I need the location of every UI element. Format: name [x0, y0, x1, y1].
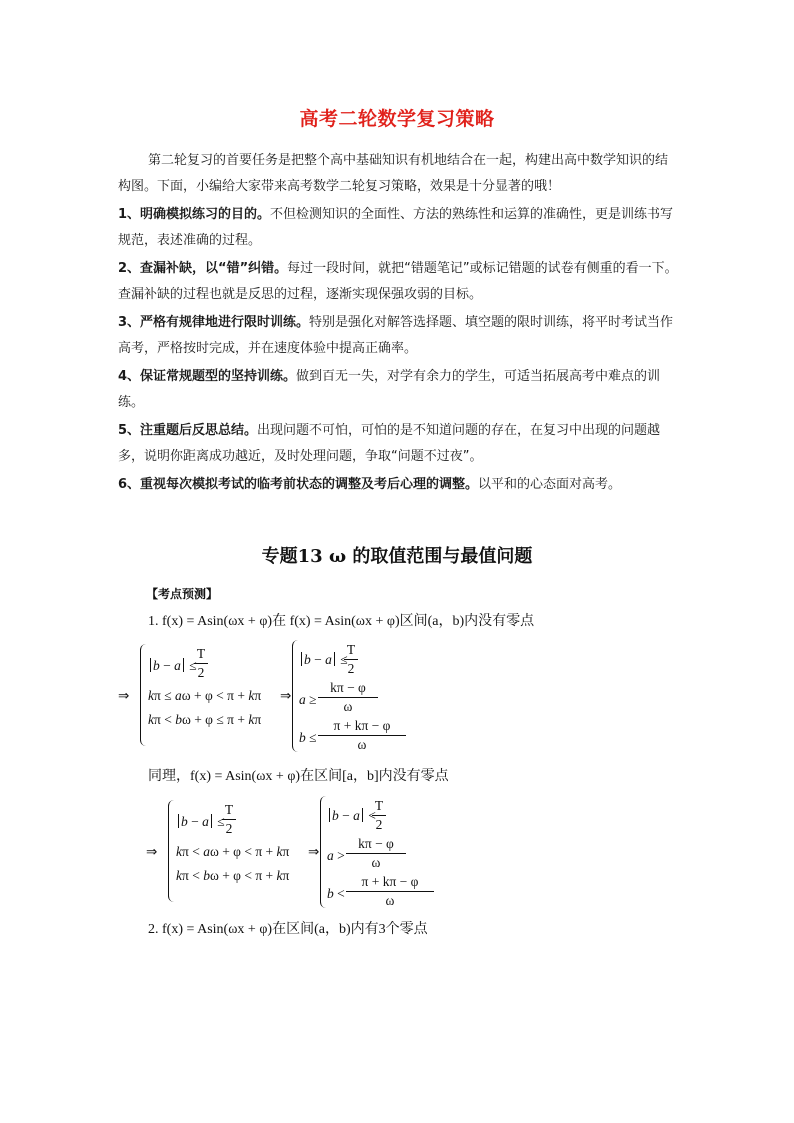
frac-num: π + kπ − φ — [333, 718, 391, 733]
same-line: 同理，f(x) = Asin(ωx + φ)在区间[a，b]内没有零点 — [148, 769, 449, 784]
fraction-b — [346, 874, 434, 909]
frac-den: ω — [357, 737, 367, 752]
frac-num: π + kπ − φ — [361, 874, 419, 889]
strategy-2-text: 每过一段时间，就把“错题笔记”或标记错题的试卷有侧重的看一下。查漏补缺的过程也就是反思的过程，逐渐实现保强攻弱的目标。 — [118, 261, 678, 302]
strategy-2 — [118, 256, 678, 308]
strategy-4 — [118, 364, 678, 416]
frac-num: T — [196, 646, 206, 661]
frac-den: 2 — [197, 665, 205, 680]
implies-arrow: ⇒ — [280, 688, 292, 703]
ineq-line: b − a < — [327, 808, 376, 824]
frac-den: ω — [343, 699, 353, 714]
frac-den: ω — [371, 855, 381, 870]
frac-num: T — [224, 802, 234, 817]
ineq-line: kπ < bω + φ < π + kπ — [176, 868, 290, 883]
strategy-1-text: 不但检测知识的全面性、方法的熟练性和运算的准确性，更是训练书写规范，表述准确的过程。 — [118, 207, 674, 248]
frac-num: kπ − φ — [358, 836, 394, 851]
strategy-1-lead: 1、明确模拟练习的目的。 — [118, 207, 271, 222]
main-title: 高考二轮数学复习策略 — [299, 108, 495, 130]
frac-den: 2 — [375, 817, 383, 832]
frac-num: T — [374, 798, 384, 813]
strategy-3 — [118, 310, 678, 362]
item-1-text: f(x) = Asin(ωx + φ)在 f(x) = Asin(ωx + φ)区间(a，b)内没有零点 — [162, 614, 535, 629]
ineq-line: kπ ≤ aω + φ < π + kπ — [148, 688, 262, 703]
intro-paragraph: 第二轮复习的首要任务是把整个高中基础知识有机地结合在一起，构建出高中数学知识的结构图。下面，小编给大家带来高考数学二轮复习策略，效果是十分显著的哦！ — [118, 153, 669, 194]
topic-title: 专题13 ω 的取值范围与最值问题 — [261, 546, 533, 567]
brace-right-2 — [320, 796, 326, 908]
fraction-a — [318, 680, 378, 715]
strategy-6-text: 以平和的心态面对高考。 — [478, 477, 622, 492]
math-system-2 — [146, 794, 686, 914]
item-1-number: 1. — [148, 614, 159, 629]
ineq-line: kπ < aω + φ < π + kπ — [176, 844, 290, 859]
strategy-3-text: 特别是强化对解答选择题、填空题的限时训练，将平时考试当作高考，严格按时完成，并在速度体验中提高正确率。 — [118, 315, 674, 356]
fraction-a — [346, 836, 406, 871]
ineq-line: b − a ≤ — [176, 814, 225, 830]
fraction-b — [318, 718, 406, 753]
fraction-t-over-2 — [194, 646, 208, 681]
strategy-1 — [118, 202, 678, 254]
frac-num: T — [346, 642, 356, 657]
strategy-4-text: 做到百无一失，对学有余力的学生，可适当拓展高考中难点的训练。 — [118, 369, 661, 410]
item-2: 2. f(x) = Asin(ωx + φ)在区间(a，b)内有3个零点 — [148, 922, 428, 937]
frac-den: ω — [385, 893, 395, 908]
ineq-line: b − a ≤ — [148, 658, 197, 674]
brace-left-2 — [168, 800, 174, 902]
fraction-t-over-2 — [222, 802, 236, 837]
strategy-5-text: 出现问题不可怕，可怕的是不知道问题的存在，在复习中出现的问题越多，说明你距离成功越近，及时处理问题，争取“问题不过夜”。 — [118, 423, 661, 464]
fraction-t-over-2 — [372, 798, 386, 833]
frac-num: kπ − φ — [330, 680, 366, 695]
brace-right-1 — [292, 640, 298, 752]
ineq-line: b ≤ — [299, 730, 317, 745]
ineq-line: b < — [327, 886, 345, 901]
implies-arrow: ⇒ — [308, 844, 320, 859]
fraction-t-over-2 — [344, 642, 358, 677]
strategy-6-lead: 6、重视每次模拟考试的临考前状态的调整及考后心理的调整。 — [118, 477, 479, 492]
strategy-4-lead: 4、保证常规题型的坚持训练。 — [118, 369, 297, 384]
strategy-6 — [118, 472, 678, 498]
ineq-line: a > — [327, 848, 345, 863]
strategy-5 — [118, 418, 678, 470]
brace-left-1 — [140, 644, 146, 746]
item-1 — [148, 610, 534, 630]
ineq-line: a ≥ — [299, 692, 317, 707]
frac-den: 2 — [347, 661, 355, 676]
math-system-1 — [118, 640, 678, 760]
frac-den: 2 — [225, 821, 233, 836]
strategy-3-lead: 3、严格有规律地进行限时训练。 — [118, 315, 310, 330]
implies-arrow: ⇒ — [118, 688, 130, 703]
strategy-5-lead: 5、注重题后反思总结。 — [118, 423, 258, 438]
implies-arrow: ⇒ — [146, 844, 158, 859]
ineq-line: b − a ≤ — [299, 652, 348, 668]
ineq-line: kπ < bω + φ ≤ π + kπ — [148, 712, 262, 727]
kaodian-label: 【考点预测】 — [146, 587, 219, 601]
strategy-2-lead: 2、查漏补缺，以“错”纠错。 — [118, 261, 288, 276]
